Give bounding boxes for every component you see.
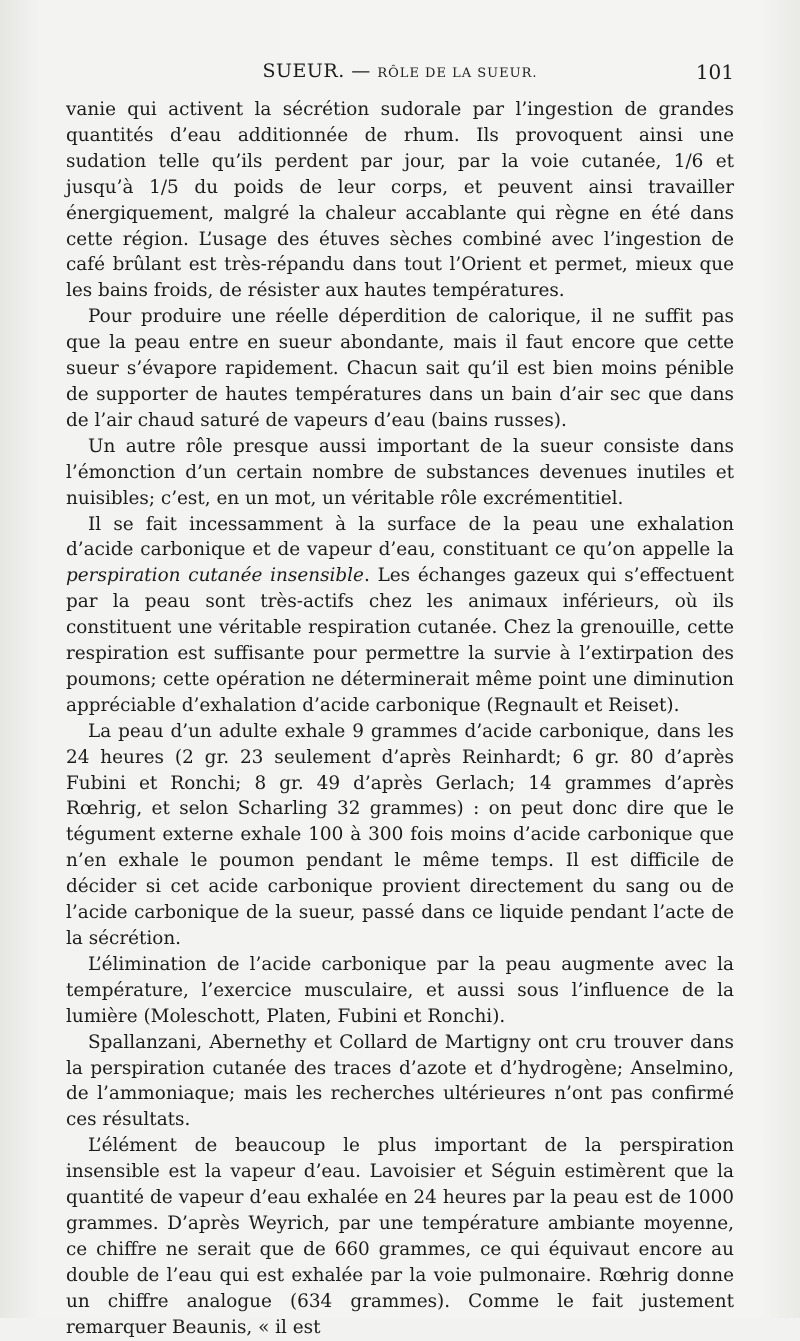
paragraph-6: L’élimination de l’acide carbonique par la peau augmente avec la température, l’exercice musculaire, et aussi sous l’influence de la lumière (Moleschott, Platen, Fubini et Ronchi). (66, 953, 734, 1027)
paragraph-4-text-after: . Les échanges gazeux qui s’effectuent par la peau sont très-actifs chez les animaux inférieurs, où ils constituent une véritable respiration cutanée. Chez la grenouille, cette respiration est suffisante pour permettre la survie à l’extirpation des poumons; cette opération ne déterminerait même point une diminution appréciable d’exhalation d’acide carbonique (Regnault et Reiset). (66, 565, 734, 716)
paragraph-5: La peau d’un adulte exhale 9 grammes d’acide carbonique, dans les 24 heures (2 gr. 23 seulement d’après Reinhardt; 6 gr. 80 d’après Fubini et Ronchi; 8 gr. 49 d’après Gerlach; 14 grammes d’après Rœhrig, et selon Scharling 32 grammes) : on peut donc dire que le tégument externe exhale 100 à 300 fois moins d’acide carbonique que n’en exhale le poumon pendant le même temps. Il est difficile de décider si cet acide carbonique provient directement du sang ou de l’acide carbonique de la sueur, passé dans ce liquide pendant l’acte de la sécrétion. (66, 720, 734, 949)
running-title-main: SUEUR. (262, 60, 345, 82)
paragraph-7: Spallanzani, Abernethy et Collard de Martigny ont cru trouver dans la perspiration cutanée des traces d’azote et d’hydrogène; Anselmino, de l’ammoniaque; mais les recherches ultérieures n’ont pas confirmé ces résultats. (66, 1031, 734, 1131)
running-title-sub: RÔLE DE LA SUEUR. (377, 66, 538, 81)
paragraph-2: Pour produire une réelle déperdition de calorique, il ne suffit pas que la peau entre en sueur abondante, mais il faut encore que cette sueur s’évapore rapidement. Chacun sait qu’il est bien moins pénible de supporter de hautes températures dans un bain d’air sec que dans de l’air chaud saturé de vapeurs d’eau (bains russes). (66, 306, 734, 431)
body-text (66, 97, 734, 1341)
paragraph-1: vanie qui activent la sécrétion sudorale par l’ingestion de grandes quantités d’eau additionnée de rhum. Ils provoquent ainsi une sudation telle qu’ils perdent par jour, par la voie cutanée, 1/6 et jusqu’à 1/5 du poids de leur corps, et peuvent ainsi travailler énergiquement, malgré la chaleur accablante qui règne en été dans cette région. L’usage des étuves sèches combiné avec l’ingestion de café brûlant est très-répandu dans tout l’Orient et permet, mieux que les bains froids, de résister aux hautes températures. (66, 99, 734, 302)
italic-term: perspiration cutanée insensible (66, 565, 364, 587)
paragraph-8: L’élément de beaucoup le plus important de la perspiration insensible est la vapeur d’eau. Lavoisier et Séguin estimèrent que la quantité de vapeur d’eau exhalée en 24 heures par la peau est de 1000 grammes. D’après Weyrich, par une température ambiante moyenne, ce chiffre ne serait que de 660 grammes, ce qui équivaut encore au double de l’eau qui est exhalée par la voie pulmonaire. Rœhrig donne un chiffre analogue (634 grammes). Comme le fait justement remarquer Beaunis, « il est (66, 1135, 734, 1338)
running-head (66, 60, 734, 88)
running-title-separator: — (344, 60, 378, 82)
page-number: 101 (695, 60, 734, 84)
paragraph-4-text-before: Il se fait incessamment à la surface de la peau une exhalation d’acide carbonique et de vapeur d’eau, constituant ce qu’on appelle la (66, 513, 734, 561)
running-title (66, 60, 734, 82)
paragraph-4 (66, 512, 734, 719)
paragraph-3: Un autre rôle presque aussi important de la sueur consiste dans l’émonction d’un certain nombre de substances devenues inutiles et nuisibles; c’est, en un mot, un véritable rôle excrémentitiel. (66, 435, 734, 509)
